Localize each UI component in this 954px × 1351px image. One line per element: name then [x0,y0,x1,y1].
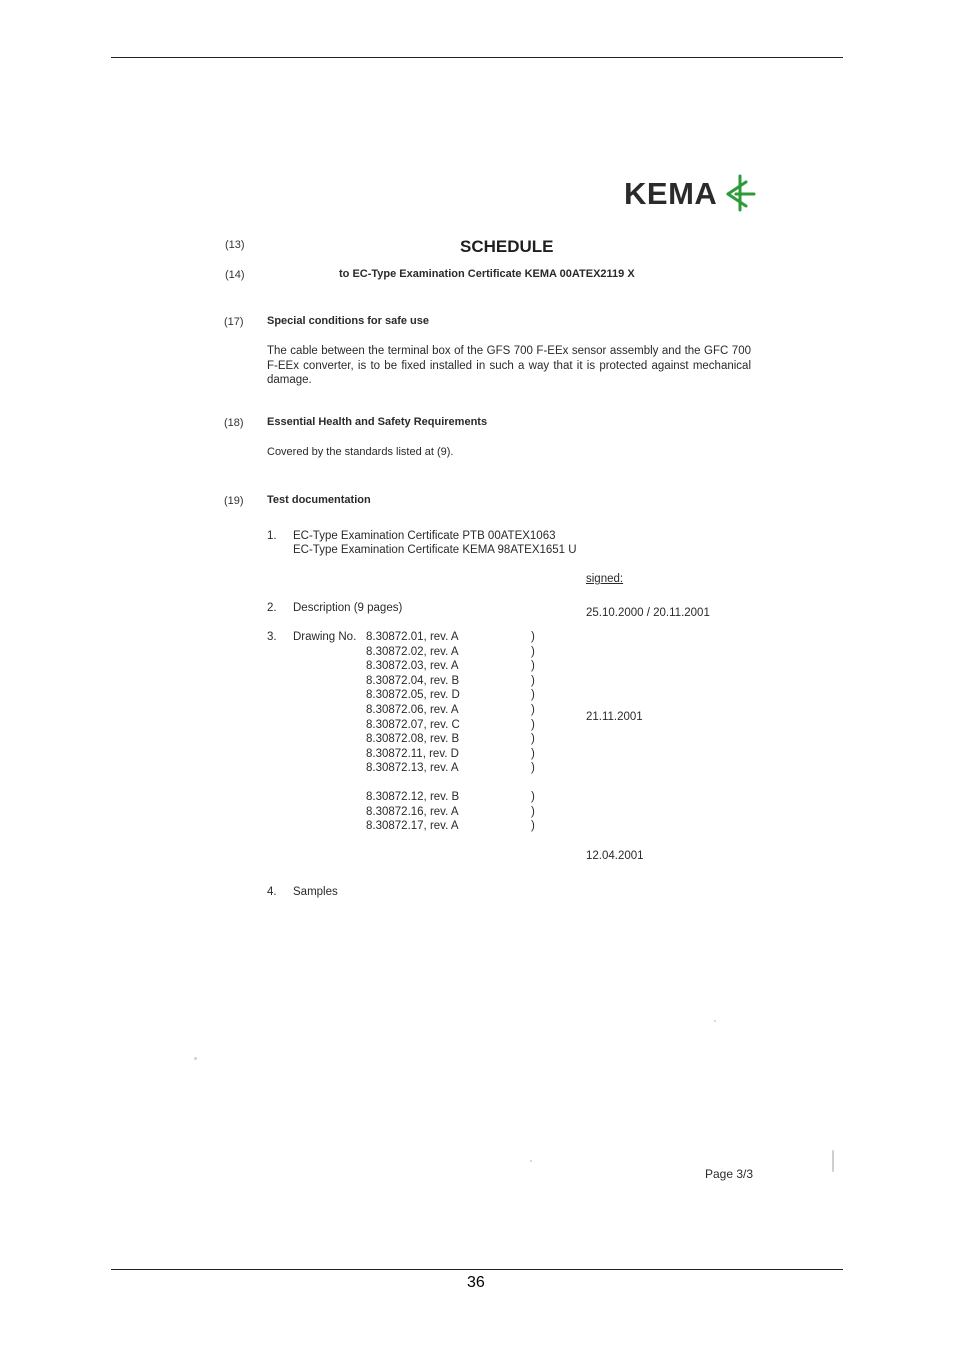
item-1-line-1: EC-Type Examination Certificate PTB 00ATEX1063 [293,530,556,542]
schedule-title: SCHEDULE [460,237,554,256]
item-1-line-2: EC-Type Examination Certificate KEMA 98ATEX1651 U [293,544,577,556]
special-conditions-text: The cable between the terminal box of the GFS 700 F-EEx sensor assembly and the GFC 700 F-EEx converter, is to be fixed installed in such a way that it is protected against mechanical damage. [267,345,751,387]
section-number-14: (14) [225,269,245,281]
bracket: ) [531,718,535,731]
drawing-entry: 8.30872.16, rev. A [366,805,459,818]
bracket: ) [531,733,535,746]
bracket: ) [531,820,535,833]
bracket-column-group-2 [531,790,535,834]
drawing-entry: 8.30872.06, rev. A [366,703,459,716]
bracket: ) [531,703,535,716]
bracket: ) [531,645,535,658]
drawing-entry: 8.30872.12, rev. B [366,791,460,803]
drawing-entry: 8.30872.04, rev. B [366,674,460,687]
drawing-entry: 8.30872.05, rev. D [366,689,460,702]
logo-text: KEMA [624,176,718,211]
item-2-date: 25.10.2000 / 20.11.2001 [586,607,710,619]
drawing-list-group-1 [366,630,460,776]
drawing-entry: 8.30872.07, rev. C [366,718,460,731]
scan-speck [832,1150,834,1172]
item-2-label: Description (9 pages) [293,602,403,614]
bracket: ) [531,660,535,673]
drawing-entry: 8.30872.08, rev. B [366,733,460,746]
scan-speck [714,1020,716,1022]
group-2-date: 12.04.2001 [586,850,644,862]
test-documentation-heading: Test documentation [267,494,371,506]
section-number-13: (13) [225,239,245,251]
item-3-number: 3. [267,631,277,643]
section-number-19: (19) [224,495,244,507]
section-number-17: (17) [224,316,244,328]
item-4-number: 4. [267,886,277,898]
item-4-label: Samples [293,886,338,898]
bracket: ) [531,674,535,687]
bracket: ) [531,805,535,818]
drawing-entry: 8.30872.13, rev. A [366,762,459,775]
drawing-entry: 8.30872.01, rev. A [366,631,459,643]
bracket: ) [531,747,535,760]
page-number: 36 [467,1274,485,1291]
signed-label: signed: [586,573,624,585]
ehsr-text: Covered by the standards listed at (9). [267,446,454,458]
bracket: ) [531,631,535,643]
bracket: ) [531,762,535,775]
bracket: ) [531,791,535,803]
drawing-entry: 8.30872.02, rev. A [366,645,459,658]
section-number-18: (18) [224,417,244,429]
drawing-entry: 8.30872.03, rev. A [366,660,459,673]
ehsr-heading: Essential Health and Safety Requirements [267,416,488,428]
scan-speck [194,1057,197,1060]
special-conditions-heading: Special conditions for safe use [267,315,429,327]
bracket: ) [531,689,535,702]
certificate-subtitle: to EC-Type Examination Certificate KEMA 00ATEX2119 X [339,268,635,280]
drawing-list-group-2 [366,790,459,834]
scan-speck [530,1160,532,1162]
item-2-number: 2. [267,602,277,614]
kema-logo [624,176,758,212]
drawing-entry: 8.30872.17, rev. A [366,820,459,833]
kema-mark-icon [724,174,758,212]
certificate-page-indicator: Page 3/3 [705,1167,754,1181]
bracket-column-group-1 [531,630,535,776]
drawing-entry: 8.30872.11, rev. D [366,747,459,760]
item-1-number: 1. [267,530,277,542]
group-1-date: 21.11.2001 [586,711,643,723]
item-3-label: Drawing No. [293,631,357,643]
